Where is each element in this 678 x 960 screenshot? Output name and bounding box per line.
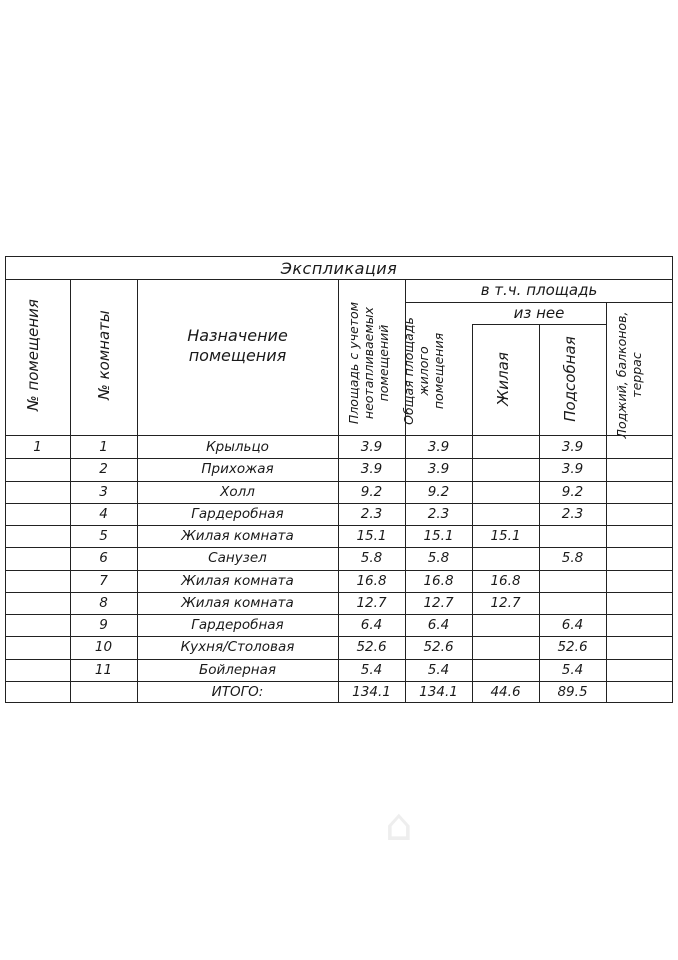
cell-premise-no: 2 bbox=[99, 461, 108, 478]
cell-room-no bbox=[5, 481, 70, 503]
cell-auxiliary: 52.6 bbox=[557, 639, 588, 656]
cell-total-living: 3.9 bbox=[427, 439, 450, 455]
cell-area-incl: 6.4 bbox=[360, 617, 383, 633]
cell-auxiliary: 5.8 bbox=[561, 550, 584, 567]
cell-room-no bbox=[5, 525, 70, 547]
cell-auxiliary bbox=[539, 592, 606, 614]
cell-living bbox=[472, 547, 539, 569]
cell-premise-no: 7 bbox=[99, 572, 108, 589]
cell-purpose: Бойлерная bbox=[198, 661, 277, 678]
cell-room-no bbox=[5, 614, 70, 636]
cell-loggias bbox=[606, 547, 673, 569]
cell-purpose: Гардеробная bbox=[191, 617, 284, 633]
cell-area-incl: 16.8 bbox=[356, 572, 387, 589]
cell-premise-no: 3 bbox=[99, 483, 108, 500]
cell-purpose: Санузел bbox=[208, 550, 267, 567]
cell-living: 15.1 bbox=[490, 528, 521, 544]
cell-area-incl: 5.8 bbox=[360, 550, 383, 567]
cell-loggias bbox=[606, 503, 673, 525]
cell-living bbox=[472, 659, 539, 681]
cell-living bbox=[472, 436, 539, 458]
cell-area-incl: 3.9 bbox=[360, 461, 383, 478]
cell-purpose: Жилая комната bbox=[181, 528, 294, 544]
header-purpose-text: Назначение помещения bbox=[187, 326, 288, 365]
cell-area-incl: 15.1 bbox=[356, 528, 387, 544]
cell-area-incl: 134.1 bbox=[352, 683, 391, 700]
cell-loggias bbox=[606, 592, 673, 614]
cell-room-no bbox=[5, 636, 70, 658]
cell-room-no bbox=[5, 547, 70, 569]
header-total-living-text: Общая площадь жилого помещения bbox=[401, 317, 446, 425]
cell-purpose: Гардеробная bbox=[191, 505, 284, 522]
cell-purpose: Кухня/Столовая bbox=[180, 639, 295, 656]
cell-premise-no: 8 bbox=[99, 594, 108, 611]
cell-premise-no: 5 bbox=[99, 528, 108, 544]
cell-total-living: 6.4 bbox=[427, 617, 450, 633]
cell-auxiliary: 6.4 bbox=[561, 617, 584, 633]
cell-purpose: Прихожая bbox=[201, 461, 274, 478]
cell-total-living: 134.1 bbox=[419, 683, 458, 700]
header-premise-no: № комнаты bbox=[95, 310, 113, 400]
cell-premise-no: 4 bbox=[99, 505, 108, 522]
header-loggias-text: Лоджий, балконов, террас bbox=[614, 311, 644, 439]
header-purpose bbox=[137, 326, 338, 366]
cell-total-living: 15.1 bbox=[423, 528, 454, 544]
cell-living: 12.7 bbox=[490, 594, 521, 611]
cell-total-living: 5.8 bbox=[427, 550, 450, 567]
of-which-divider bbox=[472, 324, 606, 325]
header-auxiliary: Подсобная bbox=[561, 336, 579, 422]
cell-living bbox=[472, 458, 539, 480]
cell-premise-no: 10 bbox=[94, 639, 113, 656]
cell-room-no bbox=[5, 570, 70, 592]
cell-area-incl: 2.3 bbox=[360, 505, 383, 522]
cell-room-no bbox=[5, 458, 70, 480]
cell-premise-no: 1 bbox=[99, 439, 108, 455]
cell-auxiliary: 3.9 bbox=[561, 439, 584, 455]
header-of-which: из нее bbox=[513, 304, 565, 322]
cell-living bbox=[472, 636, 539, 658]
cell-total-living: 12.7 bbox=[423, 594, 454, 611]
cell-auxiliary: 3.9 bbox=[561, 461, 584, 478]
cell-loggias bbox=[606, 525, 673, 547]
cell-auxiliary: 89.5 bbox=[557, 683, 588, 700]
cell-room-no bbox=[5, 681, 70, 703]
header-area-incl-text: Площадь с учетом неотапливаемых помещений bbox=[346, 301, 391, 425]
cell-premise-no: 11 bbox=[94, 661, 113, 678]
cell-auxiliary: 9.2 bbox=[561, 483, 584, 500]
header-incl-area: в т.ч. площадь bbox=[480, 281, 598, 299]
cell-purpose: Крыльцо bbox=[206, 439, 269, 455]
cell-purpose: Жилая комната bbox=[181, 594, 294, 611]
cell-purpose: Холл bbox=[220, 483, 255, 500]
cell-loggias bbox=[606, 636, 673, 658]
header-area-incl bbox=[346, 288, 398, 438]
cell-area-incl: 52.6 bbox=[356, 639, 387, 656]
watermark-logo: ⌂ bbox=[385, 800, 415, 851]
cell-area-incl: 9.2 bbox=[360, 483, 383, 500]
cell-total-living: 5.4 bbox=[427, 661, 450, 678]
cell-living: 44.6 bbox=[490, 683, 521, 700]
cell-total-living: 9.2 bbox=[427, 483, 450, 500]
cell-auxiliary: 5.4 bbox=[561, 661, 584, 678]
cell-room-no bbox=[5, 503, 70, 525]
cell-total-living: 52.6 bbox=[423, 639, 454, 656]
cell-purpose: ИТОГО: bbox=[211, 683, 264, 700]
header-living: Жилая bbox=[494, 352, 512, 406]
cell-premise-no: 9 bbox=[99, 617, 108, 633]
cell-loggias bbox=[606, 458, 673, 480]
cell-total-living: 3.9 bbox=[427, 461, 450, 478]
cell-loggias bbox=[606, 570, 673, 592]
cell-living bbox=[472, 614, 539, 636]
cell-auxiliary bbox=[539, 525, 606, 547]
header-total-living bbox=[401, 308, 453, 434]
cell-living bbox=[472, 481, 539, 503]
cell-auxiliary bbox=[539, 570, 606, 592]
cell-loggias bbox=[606, 659, 673, 681]
cell-loggias bbox=[606, 481, 673, 503]
cell-auxiliary: 2.3 bbox=[561, 505, 584, 522]
cell-loggias bbox=[606, 436, 673, 458]
cell-area-incl: 12.7 bbox=[356, 594, 387, 611]
cell-living: 16.8 bbox=[490, 572, 521, 589]
cell-area-incl: 3.9 bbox=[360, 439, 383, 455]
cell-living bbox=[472, 503, 539, 525]
cell-total-living: 2.3 bbox=[427, 505, 450, 522]
cell-loggias bbox=[606, 614, 673, 636]
cell-room-no bbox=[5, 659, 70, 681]
cell-loggias bbox=[606, 681, 673, 703]
cell-area-incl: 5.4 bbox=[360, 661, 383, 678]
cell-room-no: 1 bbox=[33, 439, 42, 455]
cell-premise-no: 6 bbox=[99, 550, 108, 567]
header-room-no: № помещения bbox=[24, 299, 42, 411]
cell-total-living: 16.8 bbox=[423, 572, 454, 589]
cell-room-no bbox=[5, 592, 70, 614]
table-title: Экспликация bbox=[280, 259, 398, 278]
cell-premise-no bbox=[70, 681, 137, 703]
header-loggias bbox=[614, 303, 664, 447]
cell-purpose: Жилая комната bbox=[181, 572, 294, 589]
